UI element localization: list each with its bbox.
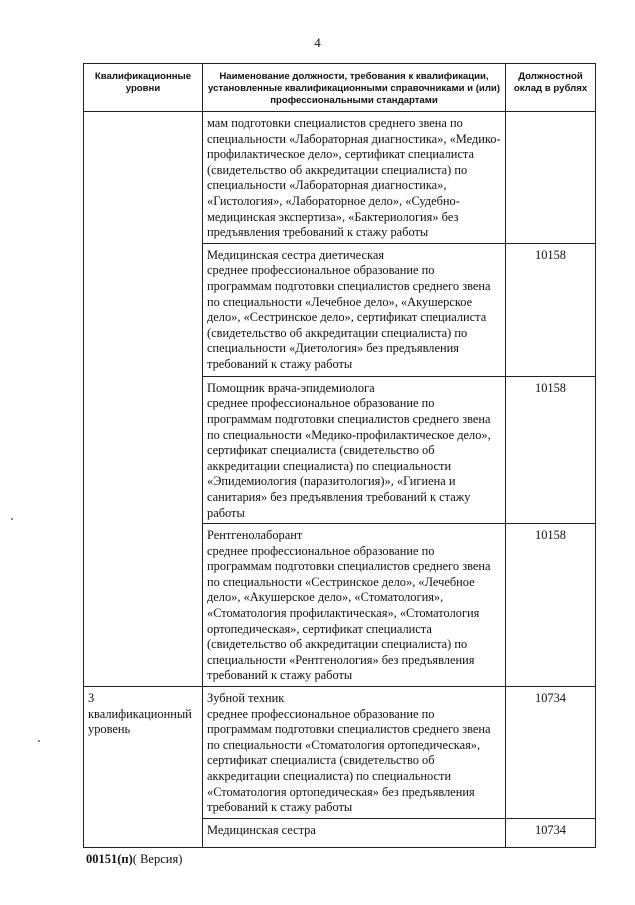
position-title: Рентгенолаборант <box>207 528 303 543</box>
salary-cell: 10158 <box>506 243 596 376</box>
position-cell <box>203 818 506 847</box>
scan-artifact <box>11 518 13 520</box>
header-qualification-levels: Квалификационные уровни <box>84 64 203 112</box>
salary-cell: 10158 <box>506 376 596 523</box>
salary-cell <box>506 112 596 244</box>
position-requirements: среднее профессиональное образование по программам подготовки специалистов среднего звена по специальности «Медико-профилактическое дело», сертификат специалиста (свидетельство об аккредитации специалиста) по специальности «Эпидемиология (паразитология)», «Гигиена и санитария» без предъявления требований к стажу работы <box>207 396 491 520</box>
version-label: ( Версия) <box>132 852 183 866</box>
position-cell <box>203 687 506 819</box>
position-cell <box>203 524 506 687</box>
position-requirements: среднее профессиональное образование по программам подготовки специалистов среднего звена по специальности «Сестринское дело», «Лечебное дело», «Акушерское дело», «Стоматология», «Стоматология профилактическая», «Стоматология ортопедическая», сертификат специалиста (свидетельство об аккредитации специалиста) по специальности «Рентгенология» без предъявления требований к стажу работы <box>207 543 491 683</box>
header-position-requirements: Наименование должности, требования к квалификации, установленные квалификационными справочниками и (или) профессиональными стандартами <box>203 64 506 112</box>
table-header-row <box>84 64 596 112</box>
salary-cell: 10734 <box>506 818 596 847</box>
position-requirements: мам подготовки специалистов среднего звена по специальности «Лабораторная диагностика», «Медико-профилактическое дело», сертификат специалиста (свидетельство об аккредитации специалиста) по специальности «Лабораторная диагностика», «Гистология», «Лабораторное дело», «Судебно-медицинская экспертиза», «Бактериология» без предъявления требований к стажу работы <box>207 116 501 240</box>
document-footer <box>86 852 182 867</box>
position-cell <box>203 376 506 523</box>
table-row <box>84 687 596 819</box>
level-cell <box>84 112 203 687</box>
position-requirements: среднее профессиональное образование по программам подготовки специалистов среднего звена по специальности «Стоматология ортопедическая», сертификат специалиста (свидетельство об аккредитации специалиста) по специальности «Стоматология ортопедическая» без предъявления требований к стажу работы <box>207 706 491 815</box>
qualification-table <box>83 63 596 848</box>
document-code: 00151(п) <box>86 852 133 866</box>
level-cell: 3 квалификационный уровень <box>84 687 203 848</box>
position-title: Медицинская сестра <box>207 822 316 837</box>
position-title: Помощник врача-эпидемиолога <box>207 380 375 395</box>
position-cell <box>203 112 506 244</box>
position-title: Зубной техник <box>207 691 285 706</box>
position-requirements: среднее профессиональное образование по программам подготовки специалистов среднего звена по специальности «Лечебное дело», «Акушерское дело», «Сестринское дело», сертификат специалиста (свидетельство об аккредитации специалиста) по специальности «Диетология» без предъявления требований к стажу работы <box>207 263 491 371</box>
header-salary: Должностной оклад в рублях <box>506 64 596 112</box>
scan-artifact <box>38 740 40 742</box>
position-title: Медицинская сестра диетическая <box>207 247 385 262</box>
salary-cell: 10734 <box>506 687 596 819</box>
page-number: 4 <box>314 35 321 50</box>
table-row <box>84 112 596 244</box>
salary-cell: 10158 <box>506 524 596 687</box>
position-cell <box>203 243 506 376</box>
